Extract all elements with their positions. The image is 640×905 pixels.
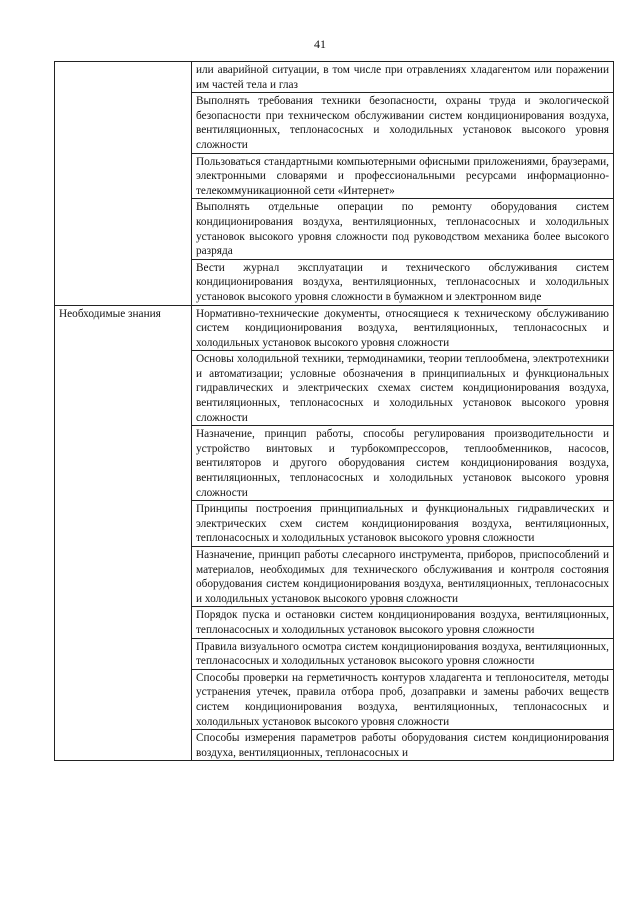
- cell-text: Порядок пуска и остановки систем кондиционирования воздуха, вентиляционных, теплонасосных и холодильных установок высокого уровня сложности: [196, 609, 609, 636]
- table-cell: [192, 199, 614, 259]
- cell-text: Нормативно-технические документы, относящиеся к техническому обслуживанию систем кондиционирования воздуха, вентиляционных, теплонасосных и холодильных установок высокого уровня сложности: [196, 307, 609, 349]
- table-row: [55, 62, 614, 93]
- page-number: 41: [314, 37, 326, 51]
- cell-text: Принципы построения принципиальных и функциональных гидравлических и электрических схем систем кондиционирования воздуха, вентиляционных, теплонасосных и холодильных установок высокого уровня сложности: [196, 503, 609, 545]
- table-cell: [192, 351, 614, 426]
- table-cell: [192, 669, 614, 729]
- table-cell: [192, 62, 614, 93]
- table-cell: [192, 501, 614, 547]
- table-cell: [192, 93, 614, 153]
- table-cell: [192, 607, 614, 638]
- cell-text: Способы проверки на герметичность контуров хладагента и теплоносителя, методы устранения утечек, правила отбора проб, дозаправки и замены рабочих веществ систем кондиционирования воздуха, вентиляционных, теплонасосных и холодильных установок высокого уровня сложности: [196, 671, 609, 728]
- cell-text: Правила визуального осмотра систем кондиционирования воздуха, вентиляционных, теплонасосных и холодильных установок высокого уровня сложности: [196, 640, 609, 668]
- label-cell-continued: [55, 62, 192, 306]
- table-cell: [192, 547, 614, 607]
- table-cell: [192, 426, 614, 501]
- table-cell: [192, 730, 614, 761]
- cell-text: Способы измерения параметров работы оборудования систем кондиционирования воздуха, вентиляционных, теплонасосных и: [196, 732, 609, 759]
- knowledge-label: Необходимые знания: [59, 307, 161, 320]
- table-row: [55, 305, 614, 351]
- cell-text: или аварийной ситуации, в том числе при отравлениях хладагентом или поражении им частей тела и глаз: [196, 64, 609, 91]
- cell-text: Пользоваться стандартными компьютерными офисными приложениями, браузерами, электронными словарями и профессиональными ресурсами информационно-телекоммуникационной сети «Интернет»: [196, 155, 609, 197]
- table-cell: [192, 305, 614, 351]
- table-cell: [192, 153, 614, 199]
- table-cell: [192, 259, 614, 305]
- cell-text: Вести журнал эксплуатации и технического обслуживания систем кондиционирования воздуха, вентиляционных, теплонасосных и холодильных установок высокого уровня сложности в бумажном и электронном виде: [196, 261, 609, 303]
- cell-text: Выполнять требования техники безопасности, охраны труда и экологической безопасности при техническом обслуживании систем кондиционирования воздуха, вентиляционных, теплонасосных и холодильных установок высокого уровня сложности: [196, 95, 609, 151]
- label-cell-knowledge: [55, 305, 192, 761]
- cell-text: Выполнять отдельные операции по ремонту оборудования систем кондиционирования воздуха, вентиляционных, теплонасосных и холодильных установок высокого уровня сложности под руководством механика более высокого разряда: [196, 201, 609, 258]
- table-cell: [192, 638, 614, 669]
- cell-text: Основы холодильной техники, термодинамики, теории теплообмена, электротехники и автоматизации; условные обозначения в принципиальных и функциональных гидравлических и электрических схемах систем кондиционирования воздуха, вентиляционных, теплонасосных и холодильных установок высокого уровня сложности: [196, 353, 609, 424]
- requirements-table: [54, 61, 614, 761]
- cell-text: Назначение, принцип работы, способы регулирования производительности и устройство винтовых и турбокомпрессоров, теплообменников, насосов, вентиляторов и другого оборудования систем кондиционирования воздуха, вентиляционных, теплонасосных и холодильных установок высокого уровня сложности: [196, 428, 609, 499]
- cell-text: Назначение, принцип работы слесарного инструмента, приборов, приспособлений и материалов, необходимых для технического обслуживания и контроля состояния оборудования систем кондиционирования воздуха, вентиляционных, теплонасосных и холодильных установок высокого уровня сложности: [196, 549, 609, 605]
